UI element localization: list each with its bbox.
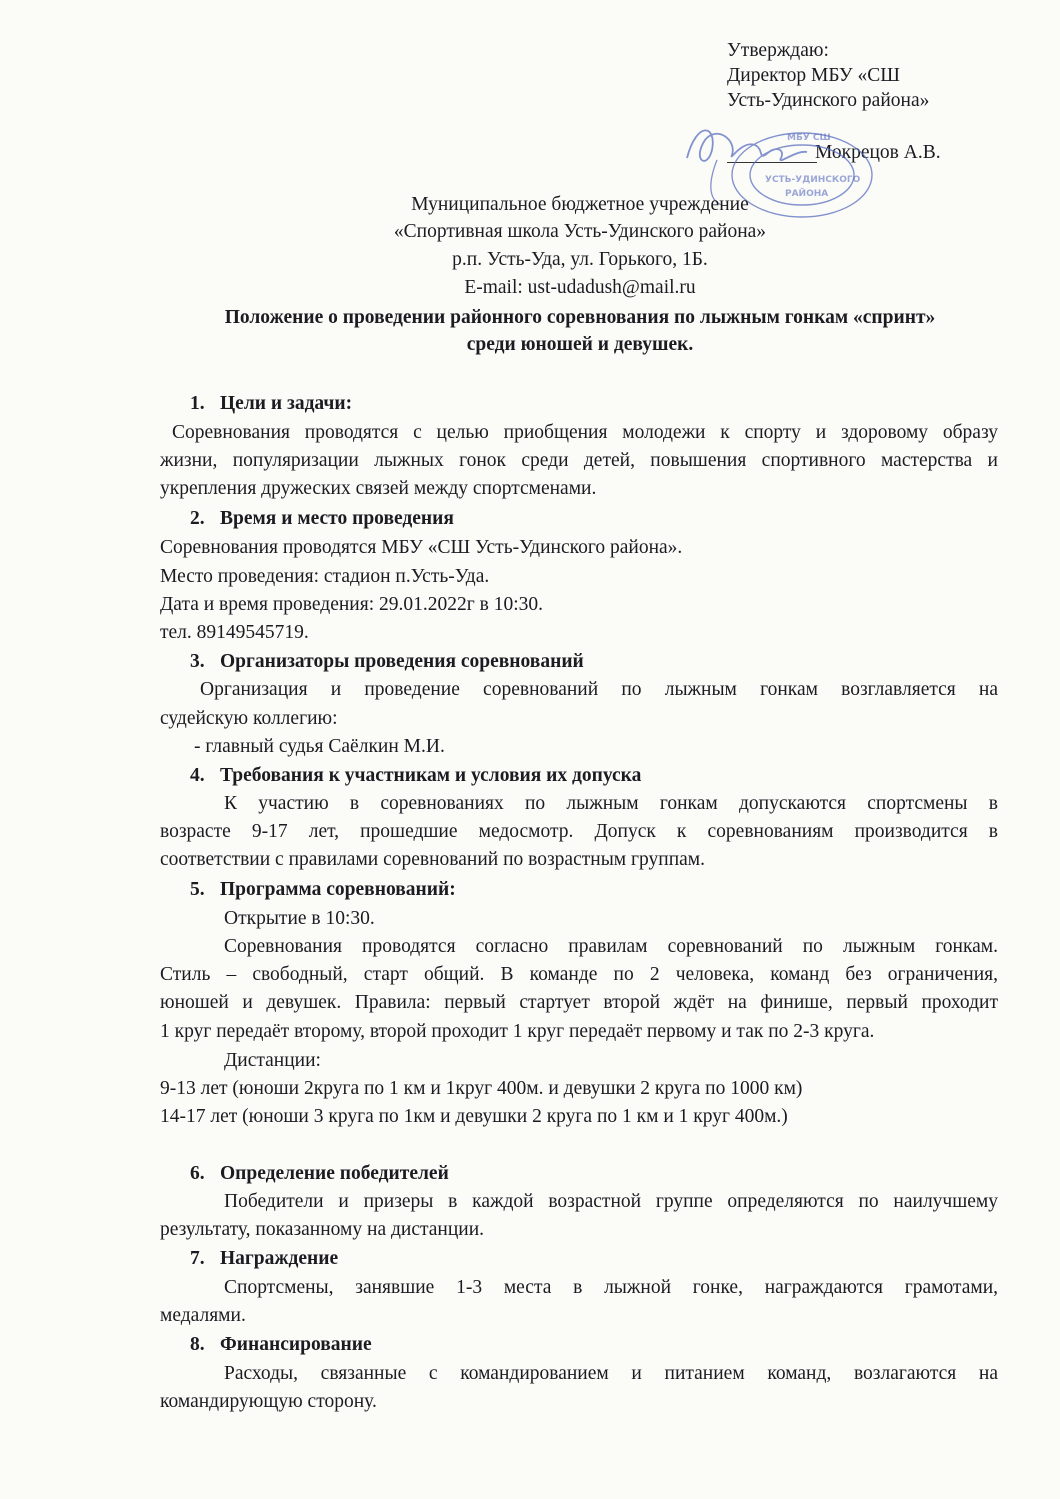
paragraph-line: укрепления дружеских связей между спортсменами. — [160, 478, 597, 499]
paragraph-line: результату, показанному на дистанции. — [160, 1219, 485, 1240]
section-heading-6 — [190, 1162, 449, 1186]
section-title: Организаторы проведения соревнований — [220, 651, 584, 672]
section-number: 7. — [190, 1248, 205, 1269]
org-name-line1: Муниципальное бюджетное учреждение — [411, 194, 749, 215]
paragraph-line: Соревнования проводятся согласно правилам соревнований по лыжным гонкам. — [224, 936, 998, 957]
stamp-text: МБУ СШ — [787, 133, 831, 143]
paragraph-line: Дата и время проведения: 29.01.2022г в 10:30. — [160, 594, 543, 615]
stamp-text: РАЙОНА — [785, 189, 829, 199]
section-number: 4. — [190, 765, 205, 786]
paragraph-line: Стиль – свободный, старт общий. В команде по 2 человека, команд без ограничения, — [160, 964, 998, 985]
document-title: Положение о проведении районного соревнования по лыжным гонкам «спринт» — [224, 307, 936, 328]
section-title: Программа соревнований: — [220, 879, 456, 900]
paragraph-line: К участию в соревнованиях по лыжным гонкам допускаются спортсмены в — [224, 793, 998, 814]
paragraph-line: Спортсмены, занявшие 1-3 места в лыжной гонке, награждаются грамотами, — [224, 1277, 998, 1298]
section-heading-7 — [190, 1247, 338, 1271]
section-number: 1. — [190, 393, 205, 414]
section-heading-5 — [190, 878, 456, 902]
section-heading-1 — [190, 392, 352, 416]
signatory-name: Мокрецов А.В. — [815, 142, 941, 163]
distance-line: 14-17 лет (юноши 3 круга по 1км и девушки 2 круга по 1 км и 1 круг 400м.) — [160, 1106, 788, 1127]
document-subtitle: среди юношей и девушек. — [466, 334, 694, 355]
section-title: Цели и задачи: — [220, 393, 353, 414]
section-title: Финансирование — [220, 1334, 372, 1355]
section-title: Время и место проведения — [220, 508, 454, 529]
section-number: 3. — [190, 651, 205, 672]
paragraph-line: судейскую коллегию: — [160, 708, 338, 729]
paragraph-line: юношей и девушек. Правила: первый стартует второй ждёт на финише, первый проходит — [160, 992, 998, 1013]
section-title: Награждение — [220, 1248, 339, 1269]
paragraph-line: жизни, популяризации лыжных гонок среди детей, повышения спортивного мастерства и — [160, 450, 998, 471]
paragraph-line: Место проведения: стадион п.Усть-Уда. — [160, 566, 490, 587]
section-number: 5. — [190, 879, 205, 900]
section-number: 8. — [190, 1334, 205, 1355]
paragraph-line: Расходы, связанные с командированием и питанием команд, возлагаются на — [224, 1363, 998, 1384]
paragraph-line: соответствии с правилами соревнований по возрастным группам. — [160, 849, 706, 870]
org-email: E-mail: ust-udadush@mail.ru — [464, 277, 696, 298]
approval-line: Усть-Удинского района» — [727, 90, 930, 111]
section-heading-8 — [190, 1333, 372, 1357]
paragraph-line: возрасте 9-17 лет, прошедшие медосмотр. Допуск к соревнованиям производится в — [160, 821, 998, 842]
paragraph-line: Дистанции: — [224, 1050, 321, 1071]
section-heading-4 — [190, 764, 641, 788]
paragraph-line: Открытие в 10:30. — [224, 908, 375, 929]
section-number: 6. — [190, 1163, 205, 1184]
section-heading-3 — [190, 650, 584, 674]
section-title: Определение победителей — [220, 1163, 449, 1184]
paragraph-line: медалями. — [160, 1305, 246, 1326]
org-address: р.п. Усть-Уда, ул. Горького, 1Б. — [452, 249, 708, 270]
paragraph-line: командирующую сторону. — [160, 1391, 377, 1412]
section-title: Требования к участникам и условия их допуска — [220, 765, 642, 786]
org-name-line2: «Спортивная школа Усть-Удинского района» — [393, 221, 767, 242]
distance-line: 9-13 лет (юноши 2круга по 1 км и 1круг 400м. и девушки 2 круга по 1000 км) — [160, 1078, 803, 1099]
paragraph-line: тел. 89149545719. — [160, 622, 309, 643]
section-number: 2. — [190, 508, 205, 529]
paragraph-line: - главный судья Саёлкин М.И. — [194, 736, 445, 757]
paragraph-line: Соревнования проводятся МБУ «СШ Усть-Удинского района». — [160, 537, 683, 558]
section-heading-2 — [190, 507, 454, 531]
paragraph-line: 1 круг передаёт второму, второй проходит 1 круг передаёт первому и так по 2-3 круга. — [160, 1021, 875, 1042]
paragraph-line: Соревнования проводятся с целью приобщения молодежи к спорту и здоровому образу — [172, 422, 998, 443]
approval-line: Утверждаю: — [727, 40, 829, 61]
stamp-text: УСТЬ-УДИНСКОГО — [765, 175, 861, 185]
paragraph-line: Организация и проведение соревнований по лыжным гонкам возглавляется на — [200, 679, 998, 700]
paragraph-line: Победители и призеры в каждой возрастной группе определяются по наилучшему — [224, 1191, 998, 1212]
approval-line: Директор МБУ «СШ — [727, 65, 900, 86]
